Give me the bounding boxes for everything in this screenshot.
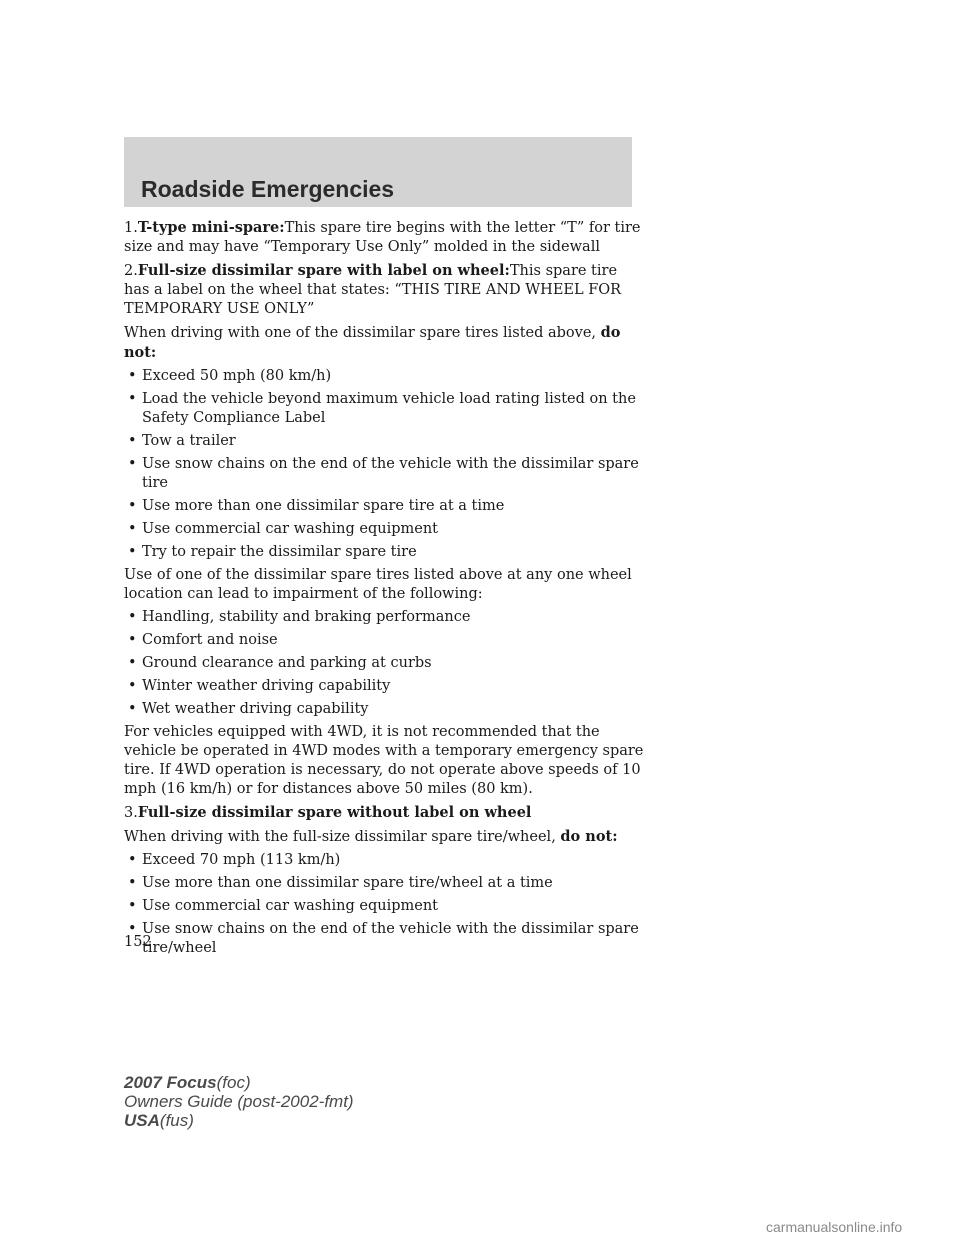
intro-bold: do not:: [124, 324, 621, 361]
item-number: 2.: [124, 263, 138, 279]
footer-model: 2007 Focus: [124, 1073, 217, 1092]
impairment-list: [124, 608, 644, 719]
bullet-icon: •: [128, 368, 137, 384]
bullet-icon: •: [128, 456, 137, 472]
list-item: [124, 677, 644, 696]
list-item: [124, 520, 644, 539]
footer-line-2: Owners Guide (post-2002-fmt): [124, 1092, 354, 1111]
bullet-icon: •: [128, 701, 137, 717]
item-label: Full-size dissimilar spare without label on wheel: [137, 804, 532, 821]
item-number: 1.: [124, 220, 138, 236]
intro-text: When driving with the full-size dissimilar spare tire/wheel,: [124, 829, 561, 845]
watermark-link[interactable]: carmanualsonline.info: [766, 1219, 903, 1235]
item-number: 3.: [124, 805, 138, 821]
spare-type-1: [124, 218, 644, 257]
list-item-text: Use commercial car washing equipment: [142, 521, 438, 537]
list-item-text: Use more than one dissimilar spare tire/wheel at a time: [142, 875, 553, 891]
footer-line-3: [124, 1111, 354, 1130]
bullet-icon: •: [128, 391, 137, 407]
list-item: [124, 654, 644, 673]
list-item-text: Tow a trailer: [142, 433, 236, 449]
list-item-text: Use snow chains on the end of the vehicle with the dissimilar spare tire/wheel: [142, 921, 639, 956]
list-item: [124, 390, 644, 428]
list-item-text: Try to repair the dissimilar spare tire: [142, 544, 417, 560]
list-item: [124, 608, 644, 627]
bullet-icon: •: [128, 921, 137, 937]
footer-region-code: (fus): [159, 1111, 194, 1130]
list-item-text: Exceed 50 mph (80 km/h): [142, 368, 332, 384]
list-item: [124, 920, 644, 958]
intro-text: When driving with one of the dissimilar spare tires listed above,: [124, 325, 601, 341]
full-size-intro: [124, 827, 644, 847]
section-title: Roadside Emergencies: [141, 176, 395, 202]
footer-line-1: [124, 1073, 354, 1092]
list-item-text: Use snow chains on the end of the vehicle with the dissimilar spare tire: [142, 456, 639, 491]
list-item: [124, 897, 644, 916]
restrictions-list: [124, 367, 644, 562]
list-item-text: Wet weather driving capability: [142, 701, 369, 717]
list-item-text: Use commercial car washing equipment: [142, 898, 438, 914]
bullet-icon: •: [128, 433, 137, 449]
list-item: [124, 543, 644, 562]
spare-type-2: [124, 261, 644, 319]
list-item-text: Comfort and noise: [142, 632, 278, 648]
intro-bold: do not:: [560, 828, 618, 845]
list-item-text: Exceed 70 mph (113 km/h): [142, 852, 341, 868]
bullet-icon: •: [128, 544, 137, 560]
document-footer: [124, 1073, 354, 1130]
footer-region: USA: [124, 1111, 160, 1130]
footer-model-code: (foc): [216, 1073, 251, 1092]
list-item: [124, 700, 644, 719]
full-size-restrictions-list: [124, 851, 644, 958]
4wd-paragraph: For vehicles equipped with 4WD, it is not recommended that the vehicle be operated in 4WD modes with a temporary emergency spare tire. If 4WD operation is necessary, do not operate above speeds of 10 mph (16 km/h) or for distances above 50 miles (80 km).: [124, 724, 644, 797]
list-item: [124, 497, 644, 516]
item-label: T-type mini-spare:: [137, 219, 285, 236]
list-item-text: Handling, stability and braking performance: [142, 609, 471, 625]
bullet-icon: •: [128, 655, 137, 671]
bullet-icon: •: [128, 852, 137, 868]
bullet-icon: •: [128, 678, 137, 694]
list-item-text: Use more than one dissimilar spare tire at a time: [142, 498, 505, 514]
page-number: 152: [124, 934, 152, 950]
spare-type-3: [124, 803, 644, 823]
item-text: This spare tire begins with the letter “T” for tire size and may have “Temporary Use Only” molded in the sidewall: [124, 220, 641, 255]
list-item: [124, 455, 644, 493]
page-content: [124, 218, 644, 962]
bullet-icon: •: [128, 632, 137, 648]
dissimilar-intro: [124, 323, 644, 363]
list-item: [124, 874, 644, 893]
item-text: This spare tire has a label on the wheel that states: “THIS TIRE AND WHEEL FOR TEMPORARY USE ONLY”: [124, 263, 622, 317]
list-item-text: Ground clearance and parking at curbs: [142, 655, 432, 671]
impairment-paragraph: Use of one of the dissimilar spare tires listed above at any one wheel location can lead to impairment of the following:: [124, 567, 632, 602]
bullet-icon: •: [128, 875, 137, 891]
bullet-icon: •: [128, 521, 137, 537]
list-item: [124, 851, 644, 870]
list-item-text: Winter weather driving capability: [142, 678, 391, 694]
list-item-text: Load the vehicle beyond maximum vehicle load rating listed on the Safety Compliance Label: [142, 391, 636, 426]
item-label: Full-size dissimilar spare with label on wheel:: [137, 262, 510, 279]
list-item: [124, 631, 644, 650]
bullet-icon: •: [128, 898, 137, 914]
list-item: [124, 367, 644, 386]
list-item: [124, 432, 644, 451]
bullet-icon: •: [128, 609, 137, 625]
bullet-icon: •: [128, 498, 137, 514]
